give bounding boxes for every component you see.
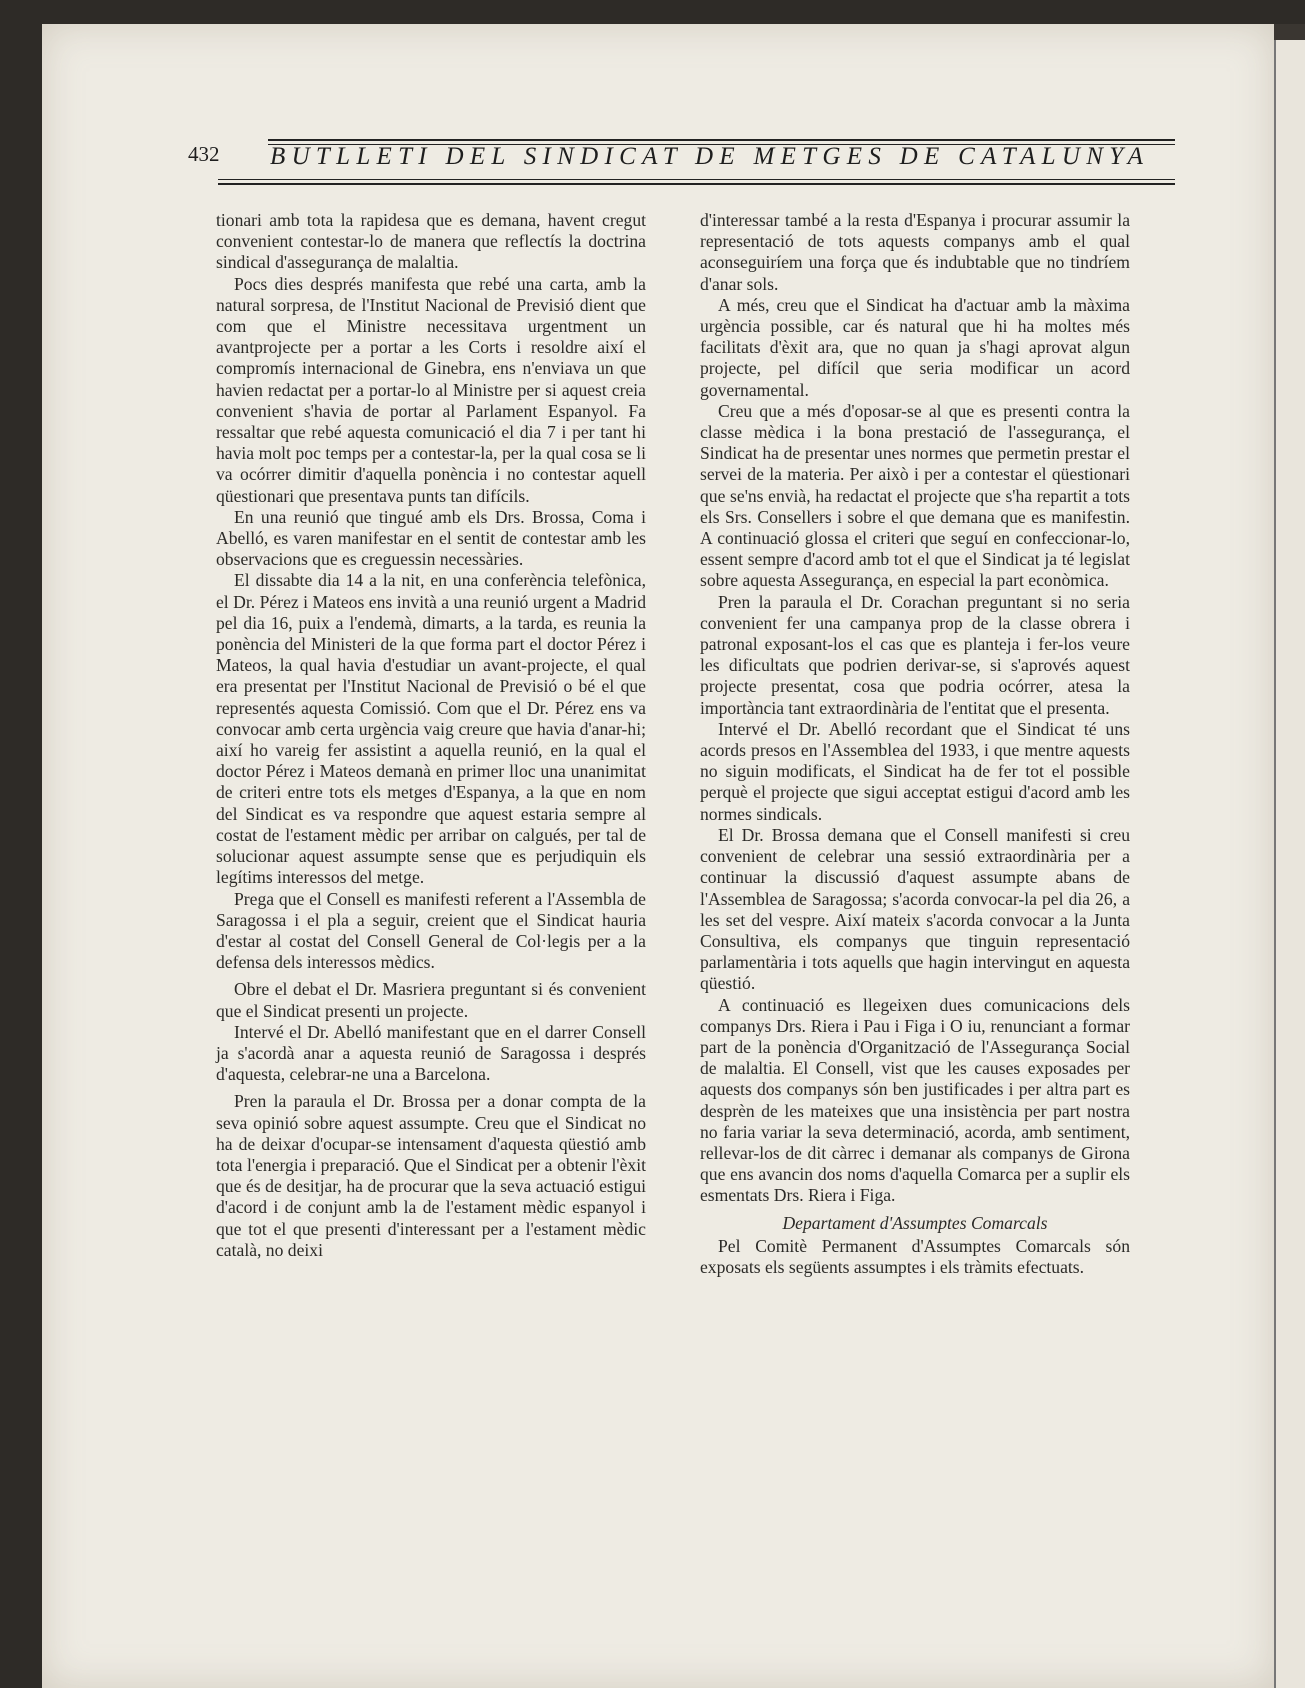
- journal-title: BUTLLETI DEL SINDICAT DE METGES DE CATALUNYA: [270, 143, 1150, 170]
- scan-border-top: [0, 0, 1305, 24]
- paragraph: Intervé el Dr. Abelló manifestant que en el darrer Consell ja s'acordà anar a aquesta reunió de Saragossa i després d'aquesta, celebrar-ne una a Barcelona.: [216, 1021, 646, 1085]
- header-rule-bottom: [218, 183, 1175, 185]
- paragraph: Pren la paraula el Dr. Brossa per a donar compta de la seva opinió sobre aquest assumpte. Creu que el Sindicat no ha de deixar d'ocupar-se intensament d'aquesta qüestió amb tota l'energia i preparació. Que el Sindicat per a obtenir l'èxit que és de desitjar, ha de procurar que la seva actuació estigui d'acord i de conjunt amb la de l'estament mèdic espanyol i que tot el que presenti d'interessant per a l'estament mèdic català, no deixi: [216, 1091, 646, 1260]
- paragraph: Obre el debat el Dr. Masriera preguntant si és convenient que el Sindicat presenti un projecte.: [216, 979, 646, 1021]
- page-number: 432: [188, 142, 220, 166]
- paragraph: Prega que el Consell es manifesti referent a l'Assembla de Saragossa i el pla a seguir, creient que el Sindicat hauria d'estar al costat del Consell General de Col·legis per a la defensa dels interessos mèdics.: [216, 888, 646, 973]
- paragraph: A continuació es llegeixen dues comunicacions dels companys Drs. Riera i Pau i Figa i O iu, renunciant a formar part de la ponència d'Organització de l'Assegurança Social de malaltia. El Consell, vist que les causes exposades per aquests dos companys són ben justificades i per altra part es desprèn de les mateixes que una insistència per part nostra no faria variar la seva determinació, acorda, amb sentiment, rellevar-los de dit càrrec i demanar als companys de Girona que ens avancin dos noms d'aquella Comarca per a suplir els esmentats Drs. Riera i Figa.: [700, 994, 1130, 1206]
- left-column: [216, 210, 646, 1261]
- paragraph: Pel Comitè Permanent d'Assumptes Comarcals són exposats els següents assumptes i els tràmits efectuats.: [700, 1235, 1130, 1277]
- right-column: [700, 210, 1130, 1278]
- paragraph: Intervé el Dr. Abelló recordant que el Sindicat té uns acords presos en l'Assemblea del 1933, i que mentre aquests no siguin modificats, el Sindicat ha de fer tot el possible perquè el projecte que sigui acceptat estigui d'acord amb les normes sindicals.: [700, 718, 1130, 824]
- paragraph: El dissabte dia 14 a la nit, en una conferència telefònica, el Dr. Pérez i Mateos ens invità a una reunió urgent a Madrid pel dia 16, puix a l'endemà, dimarts, a la tarda, es reunia la ponència del Ministeri de la que forma part el doctor Pérez i Mateos, la qual havia d'estudiar un avant-projecte, el qual era presentat per l'Institut Nacional de Previsió o bé el que representés aquesta Comissió. Com que el Dr. Pérez ens va convocar amb certa urgència vaig creure que havia d'anar-hi; així ho vareig fer assistint a aquella reunió, en la qual el doctor Pérez i Mateos demanà en primer lloc una unanimitat de criteri entre tots els metges d'Espanya, a la que en nom del Sindicat es va respondre que aquest estaria sempre al costat de l'estament mèdic per arribar on calgués, per tal de solucionar aquest assumpte sense que es perjudiquin els legítims interessos del metge.: [216, 570, 646, 888]
- page-header: [188, 112, 1175, 188]
- paragraph: Creu que a més d'oposar-se al que es presenti contra la classe mèdica i la bona prestació de l'assegurança, el Sindicat ha de presentar unes normes que permetin prestar el servei de la materia. Per això i per a contestar el qüestionari que se'ns envià, ha redactat el projecte que s'ha repartit a tots els Srs. Consellers i sobre el que demana que es manifestin. A continuació glossa el criteri que seguí en confeccionar-lo, essent sempre d'acord amb tot el que el Sindicat ja té legislat sobre aquesta Assegurança, en especial la part econòmica.: [700, 400, 1130, 591]
- paragraph: Pocs dies després manifesta que rebé una carta, amb la natural sorpresa, de l'Institut Nacional de Previsió dient que com que el Ministre necessitava urgentment un avantprojecte per a portar a les Corts i resoldre així el compromís internacional de Ginebra, ens n'enviava un que havien redactat per a portar-lo al Ministre per si aquest creia convenient s'havia de portar al Parlament Espanyol. Fa ressaltar que rebé aquesta comunicació el dia 7 i per tant hi havia molt poc temps per a contestar-la, per la qual cosa se li va ocórrer dimitir d'aquella ponència i no contestar aquell qüestionari que presentava punts tan difícils.: [216, 273, 646, 506]
- header-rule-bottom-thin: [218, 179, 1175, 180]
- section-heading: Departament d'Assumptes Comarcals: [782, 1212, 1048, 1233]
- paragraph: En una reunió que tingué amb els Drs. Brossa, Coma i Abelló, es varen manifestar en el sentit de contestar amb les observacions que es creguessin necessàries.: [216, 506, 646, 570]
- scan-border-left: [0, 0, 42, 1688]
- paragraph: Pren la paraula el Dr. Corachan preguntant si no seria convenient fer una campanya prop de la classe obrera i patronal exposant-los el cas que es planteja i fer-los veure les dificultats que podrien derivar-se, si s'aprovés aquest projecte presentat, cosa que podria ocórrer, atesa la importància tant extraordinària de l'entitat que el presenta.: [700, 591, 1130, 718]
- paragraph: A més, creu que el Sindicat ha d'actuar amb la màxima urgència possible, car és natural que hi ha moltes més facilitats d'èxit ara, que no quan ja s'hagi aprovat algun projecte, pel difícil que seria modificar un acord governamental.: [700, 294, 1130, 400]
- paragraph: El Dr. Brossa demana que el Consell manifesti si creu convenient de celebrar una sessió extraordinària per a continuar la discussió d'aquest assumpte abans de l'Assemblea de Saragossa; s'acorda convocar-la pel dia 26, a les set del vespre. Així mateix s'acorda convocar a la Junta Consultiva, els companys que tinguin representació parlamentària i tots aquells que hagin intervingut en aquesta qüestió.: [700, 824, 1130, 994]
- paragraph: d'interessar també a la resta d'Espanya i procurar assumir la representació de tots aquests companys amb el qual aconseguiríem una força que és indubtable que no tindríem d'anar sols.: [700, 210, 1130, 294]
- header-rule-top: [268, 139, 1175, 141]
- paragraph: tionari amb tota la rapidesa que es demana, havent cregut convenient contestar-lo de manera que reflectís la doctrina sindical d'assegurança de malaltia.: [216, 210, 646, 273]
- adjacent-page-edge: [1274, 40, 1305, 1688]
